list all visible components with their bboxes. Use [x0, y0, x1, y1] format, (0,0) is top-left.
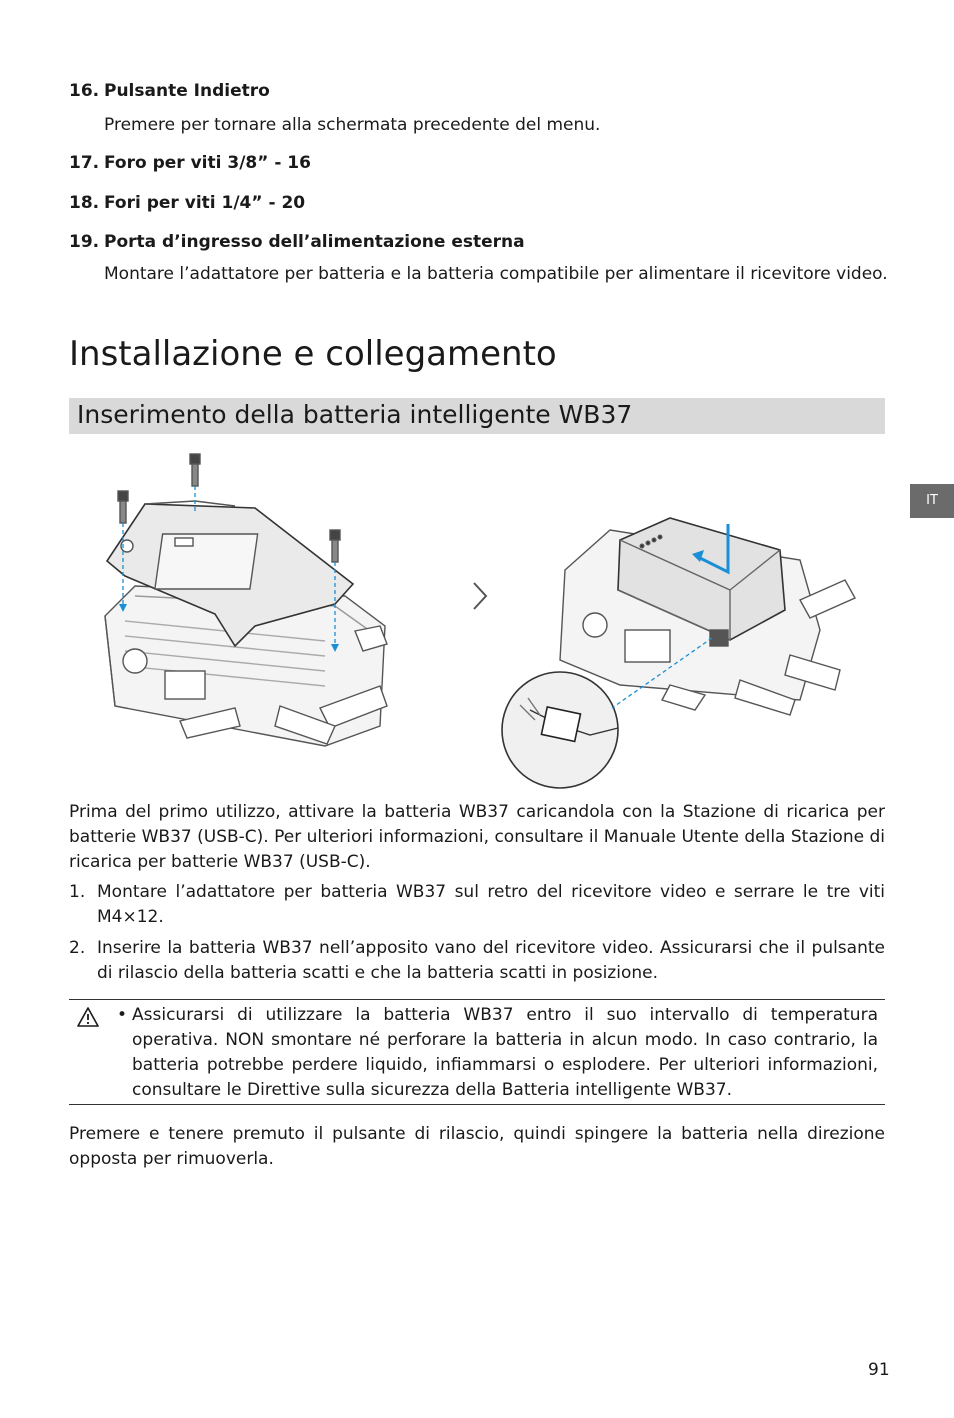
item-16-number: 16. [69, 81, 100, 101]
item-17-number: 17. [69, 153, 100, 173]
subsection-header [69, 398, 885, 434]
warning-bottom-rule [69, 1104, 885, 1105]
removal-paragraph: Premere e tenere premuto il pulsante di rilascio, quindi spingere la batteria nella direzione opposta per rimuoverla. [69, 1124, 885, 1169]
page-number: 91 [868, 1360, 890, 1380]
subsection-title: Inserimento della batteria intelligente WB37 [77, 400, 633, 429]
step-1-number: 1. [69, 882, 86, 902]
step-1-text: Montare l’adattatore per batteria WB37 sul retro del ricevitore video e serrare le tre viti M4×12. [97, 882, 885, 927]
intro-paragraph: Prima del primo utilizzo, attivare la batteria WB37 caricandola con la Stazione di ricarica per batterie WB37 (USB-C). Per ulteriori informazioni, consultare il Manuale Utente della Stazione di ricarica per batterie WB37 (USB-C). [69, 802, 885, 872]
item-16-title: Pulsante Indietro [104, 81, 270, 101]
warning-text: Assicurarsi di utilizzare la batteria WB37 entro il suo intervallo di temperatura operativa. NON smontare né perforare la batteria in alcun modo. In caso contrario, la batteria potrebbe perdere liquido, infiammarsi o esplodere. Per ulteriori informazioni, consultare le Direttive sulla sicurezza della Batteria intelligente WB37. [132, 1005, 878, 1100]
item-19-desc: Montare l’adattatore per batteria e la batteria compatibile per alimentare il ricevitore video. [104, 264, 888, 284]
language-side-tab: IT [910, 484, 954, 518]
warning-top-rule [69, 999, 885, 1000]
item-19-number: 19. [69, 232, 100, 252]
item-16-desc: Premere per tornare alla schermata precedente del menu. [104, 115, 601, 135]
item-18-title: Fori per viti 1/4” - 20 [104, 193, 306, 213]
step-2-number: 2. [69, 938, 86, 958]
warning-triangle-icon [76, 1006, 100, 1028]
step-2-text: Inserire la batteria WB37 nell’apposito vano del ricevitore video. Assicurarsi che il pulsante di rilascio della batteria scatti e che la batteria scatti in posizione. [97, 938, 885, 983]
adapter-mounting-illustration [95, 446, 395, 756]
chevron-right-icon [470, 580, 490, 612]
section-title: Installazione e collegamento [69, 334, 557, 374]
item-19-title: Porta d’ingresso dell’alimentazione esterna [104, 232, 525, 252]
battery-insertion-illustration [500, 510, 860, 792]
warning-bullet: • [117, 1005, 128, 1025]
item-17-title: Foro per viti 3/8” - 16 [104, 153, 311, 173]
item-18-number: 18. [69, 193, 100, 213]
